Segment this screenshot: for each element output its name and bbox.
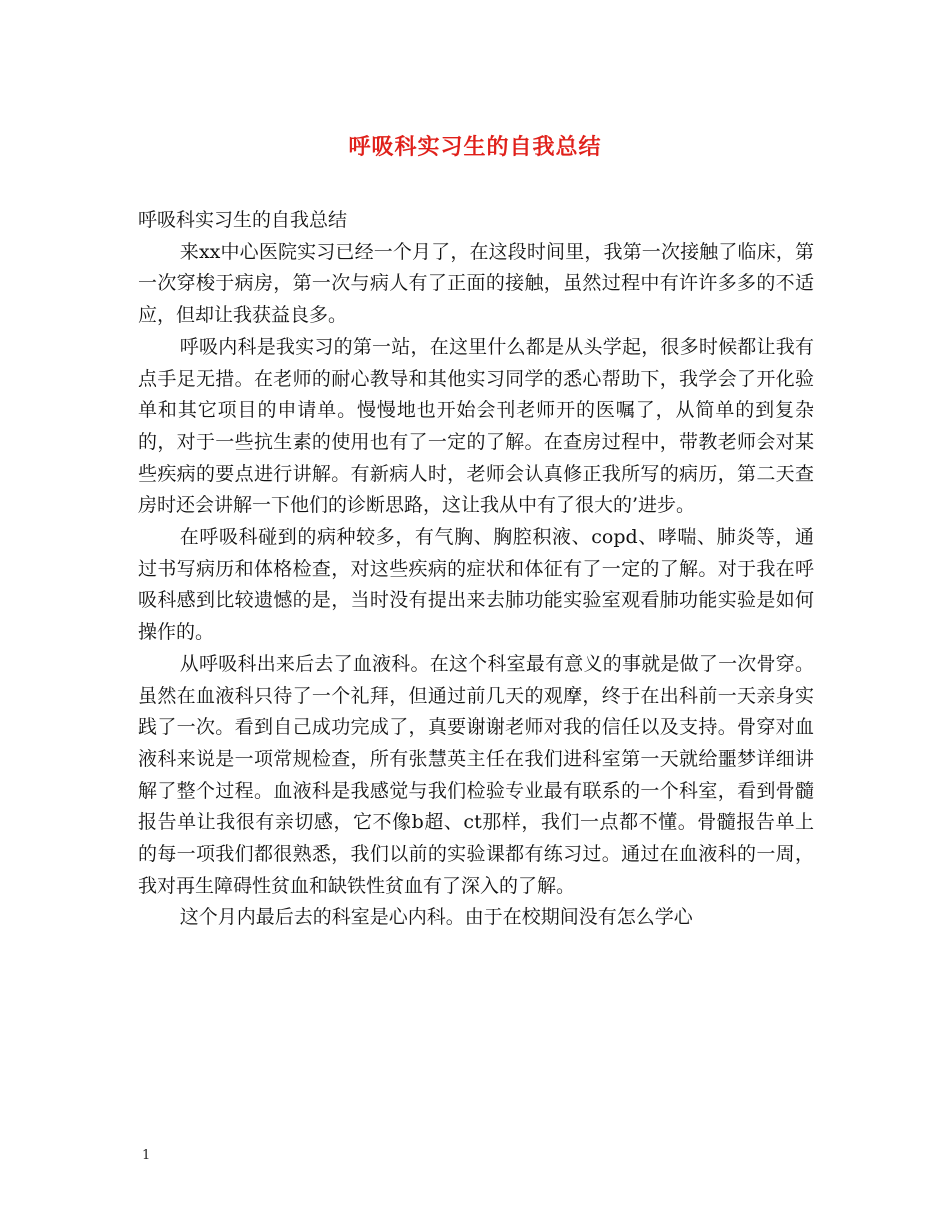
document-subtitle: 呼吸科实习生的自我总结 <box>138 209 348 231</box>
paragraph: 来xx中心医院实习已经一个月了，在这段时间里，我第一次接触了临床，第一次穿梭于病房，第一次与病人有了正面的接触，虽然过程中有许许多多的不适应，但却让我获益良多。 <box>138 240 814 327</box>
paragraph: 这个月内最后去的科室是心内科。由于在校期间没有怎么学心 <box>179 906 693 929</box>
page-number: 1 <box>142 1148 151 1163</box>
document-title: 呼吸科实习生的自我总结 <box>348 134 602 160</box>
document-body <box>138 205 814 934</box>
paragraph: 从呼吸科出来后去了血液科。在这个科室最有意义的事就是做了一次骨穿。虽然在血液科只待了一个礼拜，但通过前几天的观摩，终于在出科前一天亲身实践了一次。看到自己成功完成了，真要谢谢老师对我的信任以及支持。骨穿对血液科来说是一项常规检查，所有张慧英主任在我们进科室第一天就给噩梦详细讲解了整个过程。血液科是我感觉与我们检验专业最有联系的一个科室，看到骨髓报告单让我很有亲切感，它不像b超、ct那样，我们一点都不懂。骨髓报告单上的每一项我们都很熟悉，我们以前的实验课都有练习过。通过在血液科的一周，我对再生障碍性贫血和缺铁性贫血有了深入的了解。 <box>138 652 814 897</box>
paragraph: 在呼吸科碰到的病种较多，有气胸、胸腔积液、copd、哮喘、肺炎等，通过书写病历和体格检查，对这些疾病的症状和体征有了一定的了解。对于我在呼吸科感到比较遗憾的是，当时没有提出来去肺功能实验室观看肺功能实验是如何操作的。 <box>138 526 814 644</box>
paragraph: 呼吸内科是我实习的第一站，在这里什么都是从头学起，很多时候都让我有点手足无措。在老师的耐心教导和其他实习同学的悉心帮助下，我学会了开化验单和其它项目的申请单。慢慢地也开始会刊老师开的医嘱了，从简单的到复杂的，对于一些抗生素的使用也有了一定的了解。在查房过程中，带教老师会对某些疾病的要点进行讲解。有新病人时，老师会认真修正我所写的病历，第二天查房时还会讲解一下他们的诊断思路，这让我从中有了很大的’进步。 <box>138 335 814 517</box>
